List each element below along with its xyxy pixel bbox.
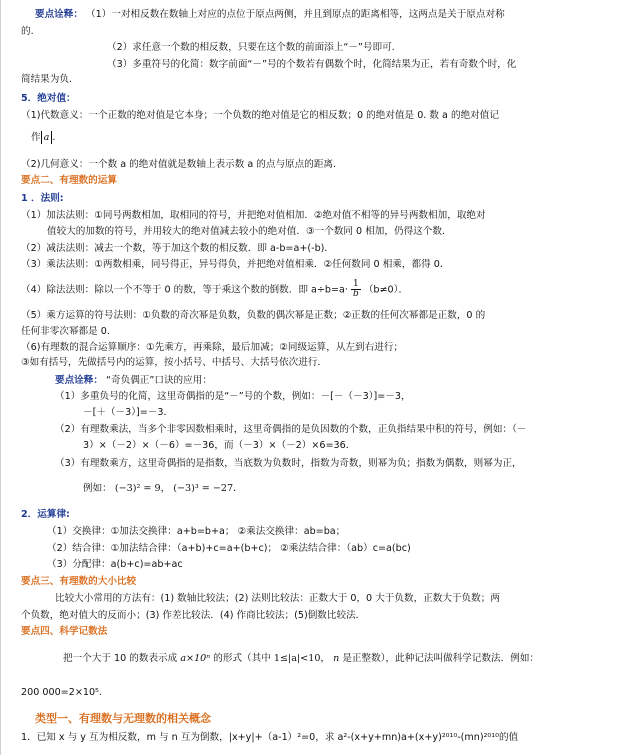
notation-condition: 1≤|a|<10	[273, 653, 321, 664]
addition-rule-cont: 值较大的加数的符号，并用较大的绝对值减去较小的绝对值．③一个数同 0 相加，仍得这个数．	[47, 226, 452, 237]
associative-law: （2）结合律：①加法结合律：（a+b)+c=a+(b+c)； ②乘法结合律：（ab）c=a(bc)	[47, 543, 411, 554]
power-sign-rule-cont: 任何非零次幂都是 0．	[21, 326, 117, 337]
abs-algebraic-cont: 作 a .	[31, 132, 56, 143]
multiplication-rule: （3）乘法法则：①两数相乘，同号得正，异号得负，并把绝对值相乘．②任何数同 0 相乘，都得 0．	[21, 259, 450, 270]
type1-heading: 类型一、有理数与无理数的相关概念	[35, 712, 211, 725]
tip2-item-3-cont: 例如： (−3)² = 9， (−3)³ = −27．	[83, 483, 243, 494]
notation-expression: a×10ⁿ	[180, 653, 211, 664]
tip2-item-2-cont: 3）×（－2）×（－6）=－36，而（－3）×（－2）×6=36．	[83, 440, 356, 451]
tip2-item-1-cont: －[＋（－3）]=－3．	[83, 407, 174, 418]
tip2-item-2: （2）有理数乘法，当多个非零因数相乘时，这里奇偶指的是负因数的个数，正负指结果中积的符号，例如：（－	[55, 424, 527, 435]
order-of-operations-cont: ③如有括号，先做括号内的运算，按小括号、中括号、大括号依次进行．	[21, 357, 328, 368]
addition-rule: （1）加法法则：①同号两数相加，取相同的符号，并把绝对值相加．②绝对值不相等的异号两数相加，取绝对	[21, 210, 486, 221]
reciprocal-fraction: $\frac{1}{b}$	[353, 279, 359, 299]
power-sign-rule: （5）乘方运算的符号法则：①负数的奇次幂是负数，负数的偶次幂是正数；②正数的任何次幂都是正数，0 的	[21, 310, 486, 321]
tip-text-cont: 的.	[21, 26, 34, 37]
commutative-law: （1）交换律：①加法交换律：a+b=b+a； ②乘法交换律：ab=ba；	[47, 526, 346, 537]
subtraction-rule: （2）减法法则：减去一个数，等于加这个数的相反数．即 a-b=a+(-b)．	[21, 243, 335, 254]
abs-algebraic: （1)代数意义：一个正数的绝对值是它本身；一个负数的绝对值是它的相反数；0 的绝对值是 0. 数 a 的绝对值记	[21, 110, 499, 121]
tip2-item-3: （3）有理数乘方，这里奇偶指的是指数，当底数为负数时，指数为奇数，则幂为负；指数为偶数，则幂为正，	[55, 458, 522, 469]
tip-text: （1）一对相反数在数轴上对应的点位于原点两侧，并且到原点的距离相等，这两点是关于原点对称	[86, 9, 505, 20]
section-heading-4: 要点四、科学记数法	[21, 626, 108, 637]
tip-paragraph-1	[35, 8, 505, 21]
abs-heading: 5．绝对值：	[21, 93, 76, 104]
section-heading-3: 要点三、有理数的大小比较	[21, 576, 137, 587]
laws-heading: 2．运算律:	[21, 509, 70, 520]
section-heading-2: 要点二、有理数的运算	[21, 175, 117, 186]
division-rule: （4）除法法则：除以一个不等于 0 的数，等于乘这个数的倒数．即 a÷b=a· $\frac{1}{b}$ （b≠0）．	[21, 279, 409, 299]
tip2-label: 要点诠释：	[55, 375, 103, 386]
comparison-methods-cont: 个负数，绝对值大的反而小；(3) 作差比较法．(4) 作商比较法；(5)倒数比较法．	[21, 610, 366, 621]
tip-label: 要点诠释：	[35, 9, 83, 20]
comparison-methods: 比较大小常用的方法有：(1) 数轴比较法；(2) 法则比较法：正数大于 0，0 大于负数，正数大于负数；两	[55, 593, 500, 604]
power-example-1: (−3)² = 9	[114, 483, 161, 494]
tip2-line: 要点诠释： “奇负偶正”口诀的应用：	[55, 375, 212, 386]
tip2-item-1: （1）多重负号的化简，这里奇偶指的是“－”号的个数，例如：－[－（－3）]=－3，	[55, 391, 411, 402]
distributive-law: （3）分配律：a(b+c)=ab+ac	[47, 559, 183, 570]
question-1: 1．已知 x 与 y 互为相反数，m 与 n 互为倒数，|x+y|+（a-1）²=0，求 a²-(x+y+mn)a+(x+y)²⁰¹⁰-(mn)²⁰¹⁰的值	[21, 732, 519, 743]
abs-notation: a	[41, 131, 53, 144]
abs-geometric: （2)几何意义：一个数 a 的绝对值就是数轴上表示数 a 的点与原点的距离.	[21, 159, 337, 170]
tip-paragraph-2: （2）求任意一个数的相反数，只要在这个数的前面添上“－”号即可.	[107, 42, 395, 53]
rules-heading: 1 ．法则:	[21, 193, 64, 204]
order-of-operations: （6)有理数的混合运算顺序：①先乘方，再乘除，最后加减；②同级运算，从左到右进行；	[21, 342, 404, 353]
tip-paragraph-3: （3）多重符号的化简：数字前面“－”号的个数若有偶数个时，化简结果为正，若有奇数个时，化	[107, 59, 517, 70]
scientific-notation-example: 200 000=2×10⁵.	[21, 687, 102, 698]
tip-paragraph-3-cont: 简结果为负.	[21, 74, 73, 85]
scientific-notation-def: 把一个大于 10 的数表示成 a×10ⁿ 的形式（其中 1≤|a|<10， n 是正整数），此种记法叫做科学记数法．例如：	[63, 653, 540, 664]
power-example-2: (−3)³ = −27	[173, 483, 234, 494]
